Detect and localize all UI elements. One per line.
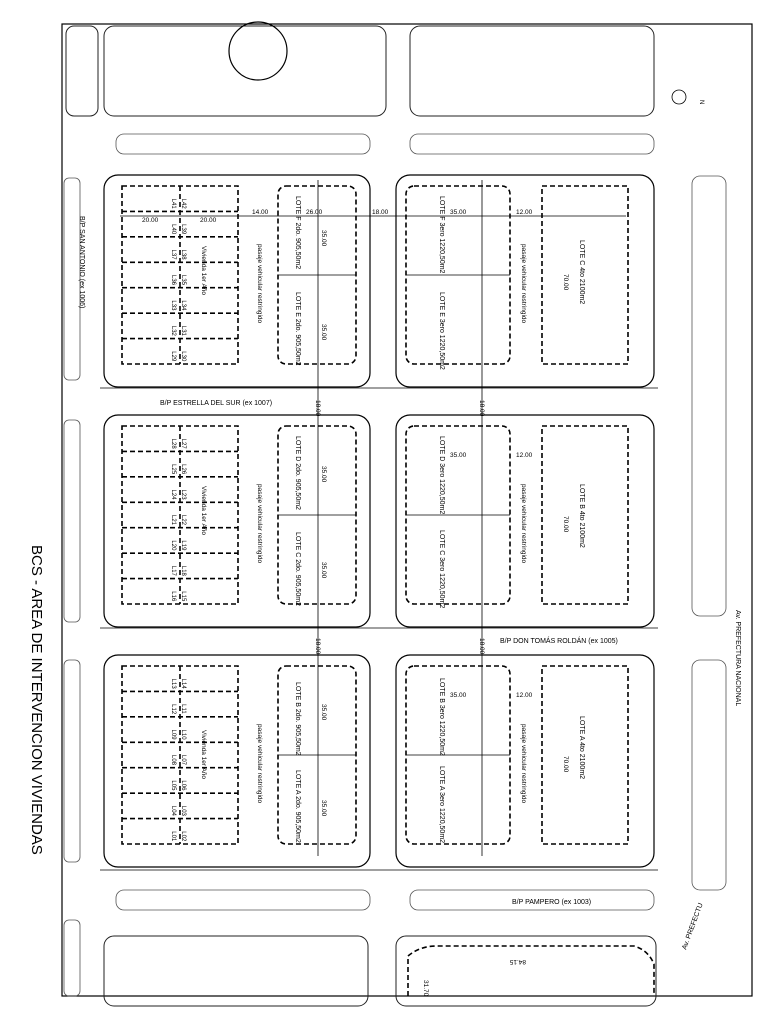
lote-c4: LOTE C 4to 2100m2 <box>578 240 585 305</box>
lot-id: L14 <box>180 678 186 689</box>
lot-id: L04 <box>170 805 176 816</box>
lot-id: L36 <box>170 275 176 286</box>
lot-id: L16 <box>170 591 176 602</box>
passage-2: pasaje vehicular restringido <box>256 484 263 564</box>
lot-id: L15 <box>180 591 186 602</box>
lot-id: L11 <box>180 704 186 714</box>
dim-35-bot: 35.00 <box>450 692 467 699</box>
lot-id: L33 <box>170 300 176 311</box>
dim-20-b: 20.00 <box>200 217 217 224</box>
block-bot-left <box>104 655 370 867</box>
passage-1: pasaje vehicular restringido <box>256 244 263 324</box>
street-estrella: B/P ESTRELLA DEL SUR (ex 1007) <box>160 400 273 407</box>
bottom-right-lot <box>408 946 654 996</box>
dim-20-a: 20.00 <box>142 217 159 224</box>
lot-id: L05 <box>170 780 176 791</box>
lote-e-left: LOTE E 2do. 905,50m2 <box>294 292 301 366</box>
dim-18-d: 18.00 <box>478 638 485 655</box>
left-strip-3 <box>64 660 80 862</box>
lot-id: L17 <box>170 565 176 576</box>
dim-12-top: 12.00 <box>516 209 533 216</box>
street-pampero: B/P PAMPERO (ex 1003) <box>512 899 592 906</box>
lot-id: L24 <box>170 489 176 500</box>
north-arrow-icon <box>672 90 686 104</box>
lote-a4: LOTE A 4to 2100m2 <box>578 716 585 780</box>
right-strip-1 <box>692 176 726 616</box>
dim-70-b: 70.00 <box>562 516 569 533</box>
passage-5: pasaje vehicular restringido <box>520 484 527 564</box>
lot-id: L35 <box>180 275 186 286</box>
median-3 <box>116 890 370 910</box>
top-center-block <box>104 26 386 116</box>
dim-70-a: 70.00 <box>562 274 569 291</box>
dim-12-bot: 12.00 <box>516 692 533 699</box>
lot-id: L39 <box>180 224 186 235</box>
left-strip-2 <box>64 420 80 622</box>
lot-id: L18 <box>180 565 186 576</box>
lote-a-right: LOTE A 3ero 1220,50m2 <box>438 766 445 844</box>
lot-id: L27 <box>180 438 186 449</box>
dim-18-b: 18.00 <box>478 400 485 417</box>
dim-26: 26.00 <box>306 209 323 216</box>
median-1 <box>116 134 370 154</box>
dim-35-top: 35.00 <box>450 209 467 216</box>
lot-id: L38 <box>180 249 186 260</box>
lot-id: L25 <box>170 464 176 475</box>
lot-id: L40 <box>170 224 176 235</box>
dim-35v-5: 35.00 <box>320 704 327 721</box>
lot-id: L30 <box>180 351 186 362</box>
page-title: BCS - AREA DE INTERVENCION VIVIENDAS <box>28 545 45 855</box>
lot-id: L41 <box>170 198 176 209</box>
dim-18-e: 18.00 <box>372 209 389 216</box>
lot-id: L23 <box>180 489 186 500</box>
block-mid-left <box>104 415 370 627</box>
lot-id: L22 <box>180 515 186 526</box>
dim-18-a: 18.00 <box>314 400 321 417</box>
dim-31: 31.70 <box>422 980 429 997</box>
lot-id: L06 <box>180 780 186 791</box>
street-san-antonio: B/P SAN ANTONIO (ex 1006) <box>78 216 85 309</box>
median-2 <box>410 134 654 154</box>
dim-35v-4: 35.00 <box>320 562 327 579</box>
lot-id: L37 <box>170 249 176 260</box>
lote-b4: LOTE B 4to 2100m2 <box>578 484 585 548</box>
lot-id: L08 <box>170 755 176 766</box>
lote-f-right: LOTE F 3ero 1220,50m2 <box>438 196 445 274</box>
lot-id: L32 <box>170 325 176 336</box>
left-strip-4 <box>64 920 80 996</box>
top-right-block <box>410 26 654 116</box>
street-prefectura-lower: Av. PREFECTU <box>681 902 705 951</box>
roundabout <box>229 22 287 80</box>
lot-id: L20 <box>170 540 176 551</box>
lot-id: L03 <box>180 805 186 816</box>
vivienda-3: Vivienda 1er Año <box>200 730 207 780</box>
dim-35-mid: 35.00 <box>450 452 467 459</box>
map-frame <box>62 24 752 996</box>
street-roldan: B/P DON TOMÁS ROLDÁN (ex 1005) <box>500 638 618 645</box>
passage-3: pasaje vehicular restringido <box>256 724 263 804</box>
dim-35v-6: 35.00 <box>320 800 327 817</box>
lot-id: L19 <box>180 540 186 551</box>
lot-id: L01 <box>170 831 176 842</box>
lote-f: LOTE F 2do. 905,50m2 <box>294 196 301 270</box>
lote-b-right: LOTE B 3ero 1220,50m2 <box>438 678 445 756</box>
lot-id: L10 <box>180 729 186 740</box>
lot-id: L29 <box>170 351 176 362</box>
lote-d: LOTE D 2do. 905,50m2 <box>294 436 301 510</box>
vivienda-2: Vivienda 1er Año <box>200 486 207 536</box>
lot-id: L42 <box>180 198 186 209</box>
lot-id: L28 <box>170 438 176 449</box>
street-prefectura-upper: Av. PREFECTURA NACIONAL <box>734 610 741 707</box>
dim-70-c: 70.00 <box>562 756 569 773</box>
lote-c-left: LOTE C 2do. 905,50m2 <box>294 532 301 606</box>
lot-id: L26 <box>180 464 186 475</box>
lot-id: L02 <box>180 831 186 842</box>
lote-c-right: LOTE C 3ero 1220,50m2 <box>438 530 445 609</box>
lot-id: L31 <box>180 325 186 336</box>
lote-b-left: LOTE B 2do. 905,50m2 <box>294 682 301 756</box>
top-left-block <box>66 26 98 116</box>
dim-14: 14.00 <box>252 209 269 216</box>
dim-35v-1: 35.00 <box>320 230 327 247</box>
lot-id: L12 <box>170 704 176 715</box>
vivienda-1: Vivienda 1er Año <box>200 246 207 296</box>
dim-35v-2: 35.00 <box>320 324 327 341</box>
lot-id: L13 <box>170 678 176 689</box>
lote-e-right: LOTE E 3ero 1220,50m2 <box>438 292 445 370</box>
dim-18-c: 18.00 <box>314 638 321 655</box>
block-top-left <box>104 175 370 387</box>
passage-6: pasaje vehicular restringido <box>520 724 527 804</box>
right-strip-2 <box>692 660 726 890</box>
north-label: N <box>698 100 704 105</box>
passage-4: pasaje vehicular restringido <box>520 244 527 324</box>
left-strip-1 <box>64 178 80 380</box>
dim-35v-3: 35.00 <box>320 466 327 483</box>
dim-84: 84.15 <box>509 958 526 965</box>
lote-a-left: LOTE A 2do. 905,50m2 <box>294 770 301 843</box>
dim-12-mid: 12.00 <box>516 452 533 459</box>
lot-id: L21 <box>170 515 176 526</box>
lot-id: L07 <box>180 755 186 766</box>
lote-d-right: LOTE D 3ero 1220,50m2 <box>438 436 445 515</box>
lot-id: L34 <box>180 300 186 311</box>
lot-id: L09 <box>170 729 176 740</box>
